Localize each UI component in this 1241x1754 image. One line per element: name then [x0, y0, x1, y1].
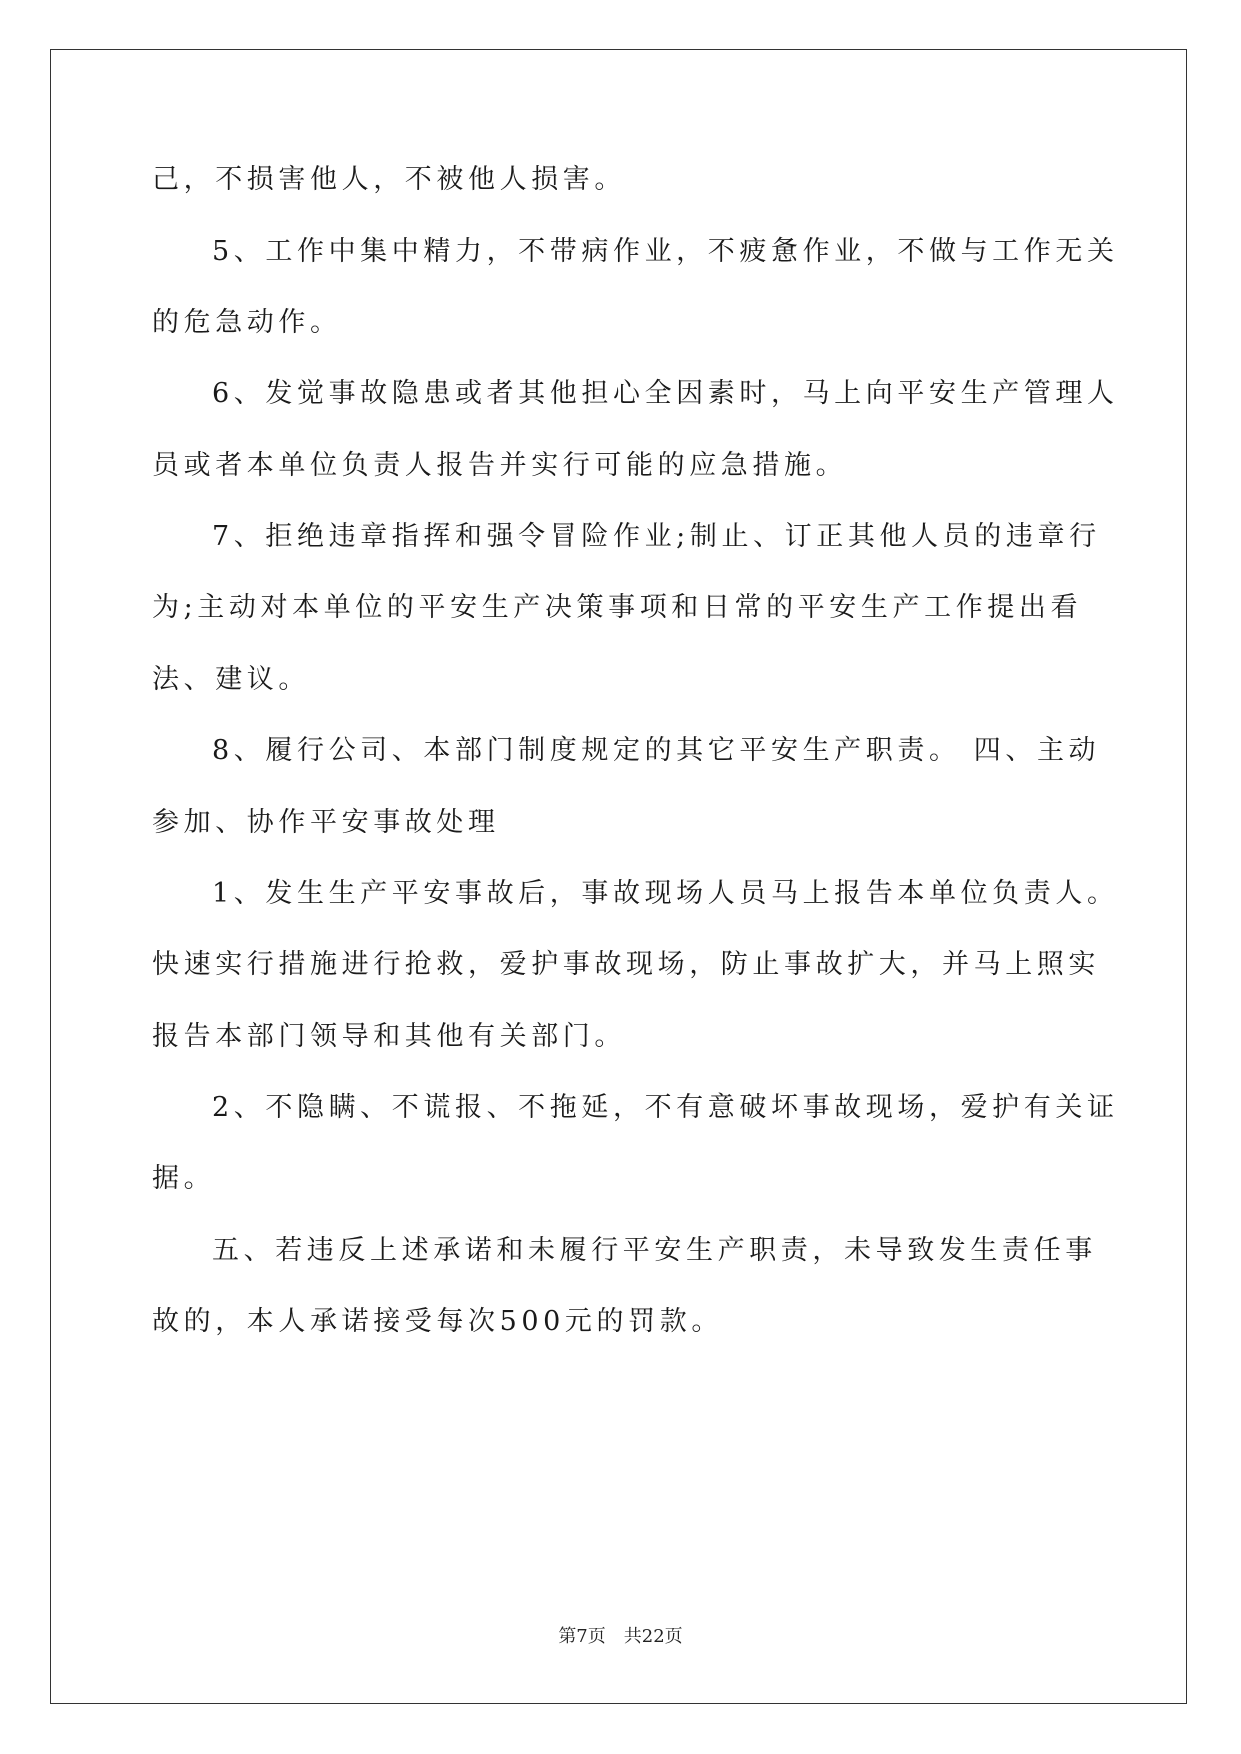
text-line: 己，不损害他人，不被他人损害。: [152, 164, 626, 195]
text-line: 8、履行公司、本部门制度规定的其它平安生产职责。 四、主动: [212, 735, 1101, 766]
page-number-current: 第7页: [558, 1626, 606, 1647]
text-line: 的危急动作。: [152, 307, 342, 338]
text-line: 故的，本人承诺接受每次500元的罚款。: [152, 1306, 723, 1337]
text-line: 快速实行措施进行抢救，爱护事故现场，防止事故扩大，并马上照实: [152, 949, 1100, 980]
text-line: 报告本部门领导和其他有关部门。: [152, 1021, 626, 1052]
text-line: 1、发生生产平安事故后，事故现场人员马上报告本单位负责人。: [212, 878, 1119, 909]
text-line: 5、工作中集中精力，不带病作业，不疲惫作业，不做与工作无关: [212, 236, 1119, 267]
text-line: 为;主动对本单位的平安生产决策事项和日常的平安生产工作提出看: [152, 592, 1083, 623]
page-footer: [0, 1622, 1241, 1648]
page-number-total: 共22页: [623, 1626, 683, 1647]
text-line: 五、若违反上述承诺和未履行平安生产职责，未导致发生责任事: [212, 1235, 1097, 1266]
text-line: 7、拒绝违章指挥和强令冒险作业;制止、订正其他人员的违章行: [212, 521, 1101, 552]
text-line: 参加、协作平安事故处理: [152, 807, 500, 838]
text-line: 员或者本单位负责人报告并实行可能的应急措施。: [152, 450, 848, 481]
text-line: 2、不隐瞒、不谎报、不拖延，不有意破坏事故现场，爱护有关证: [212, 1092, 1119, 1123]
text-line: 6、发觉事故隐患或者其他担心全因素时，马上向平安生产管理人: [212, 378, 1119, 409]
text-line: 据。: [152, 1163, 216, 1194]
text-line: 法、建议。: [152, 664, 310, 695]
